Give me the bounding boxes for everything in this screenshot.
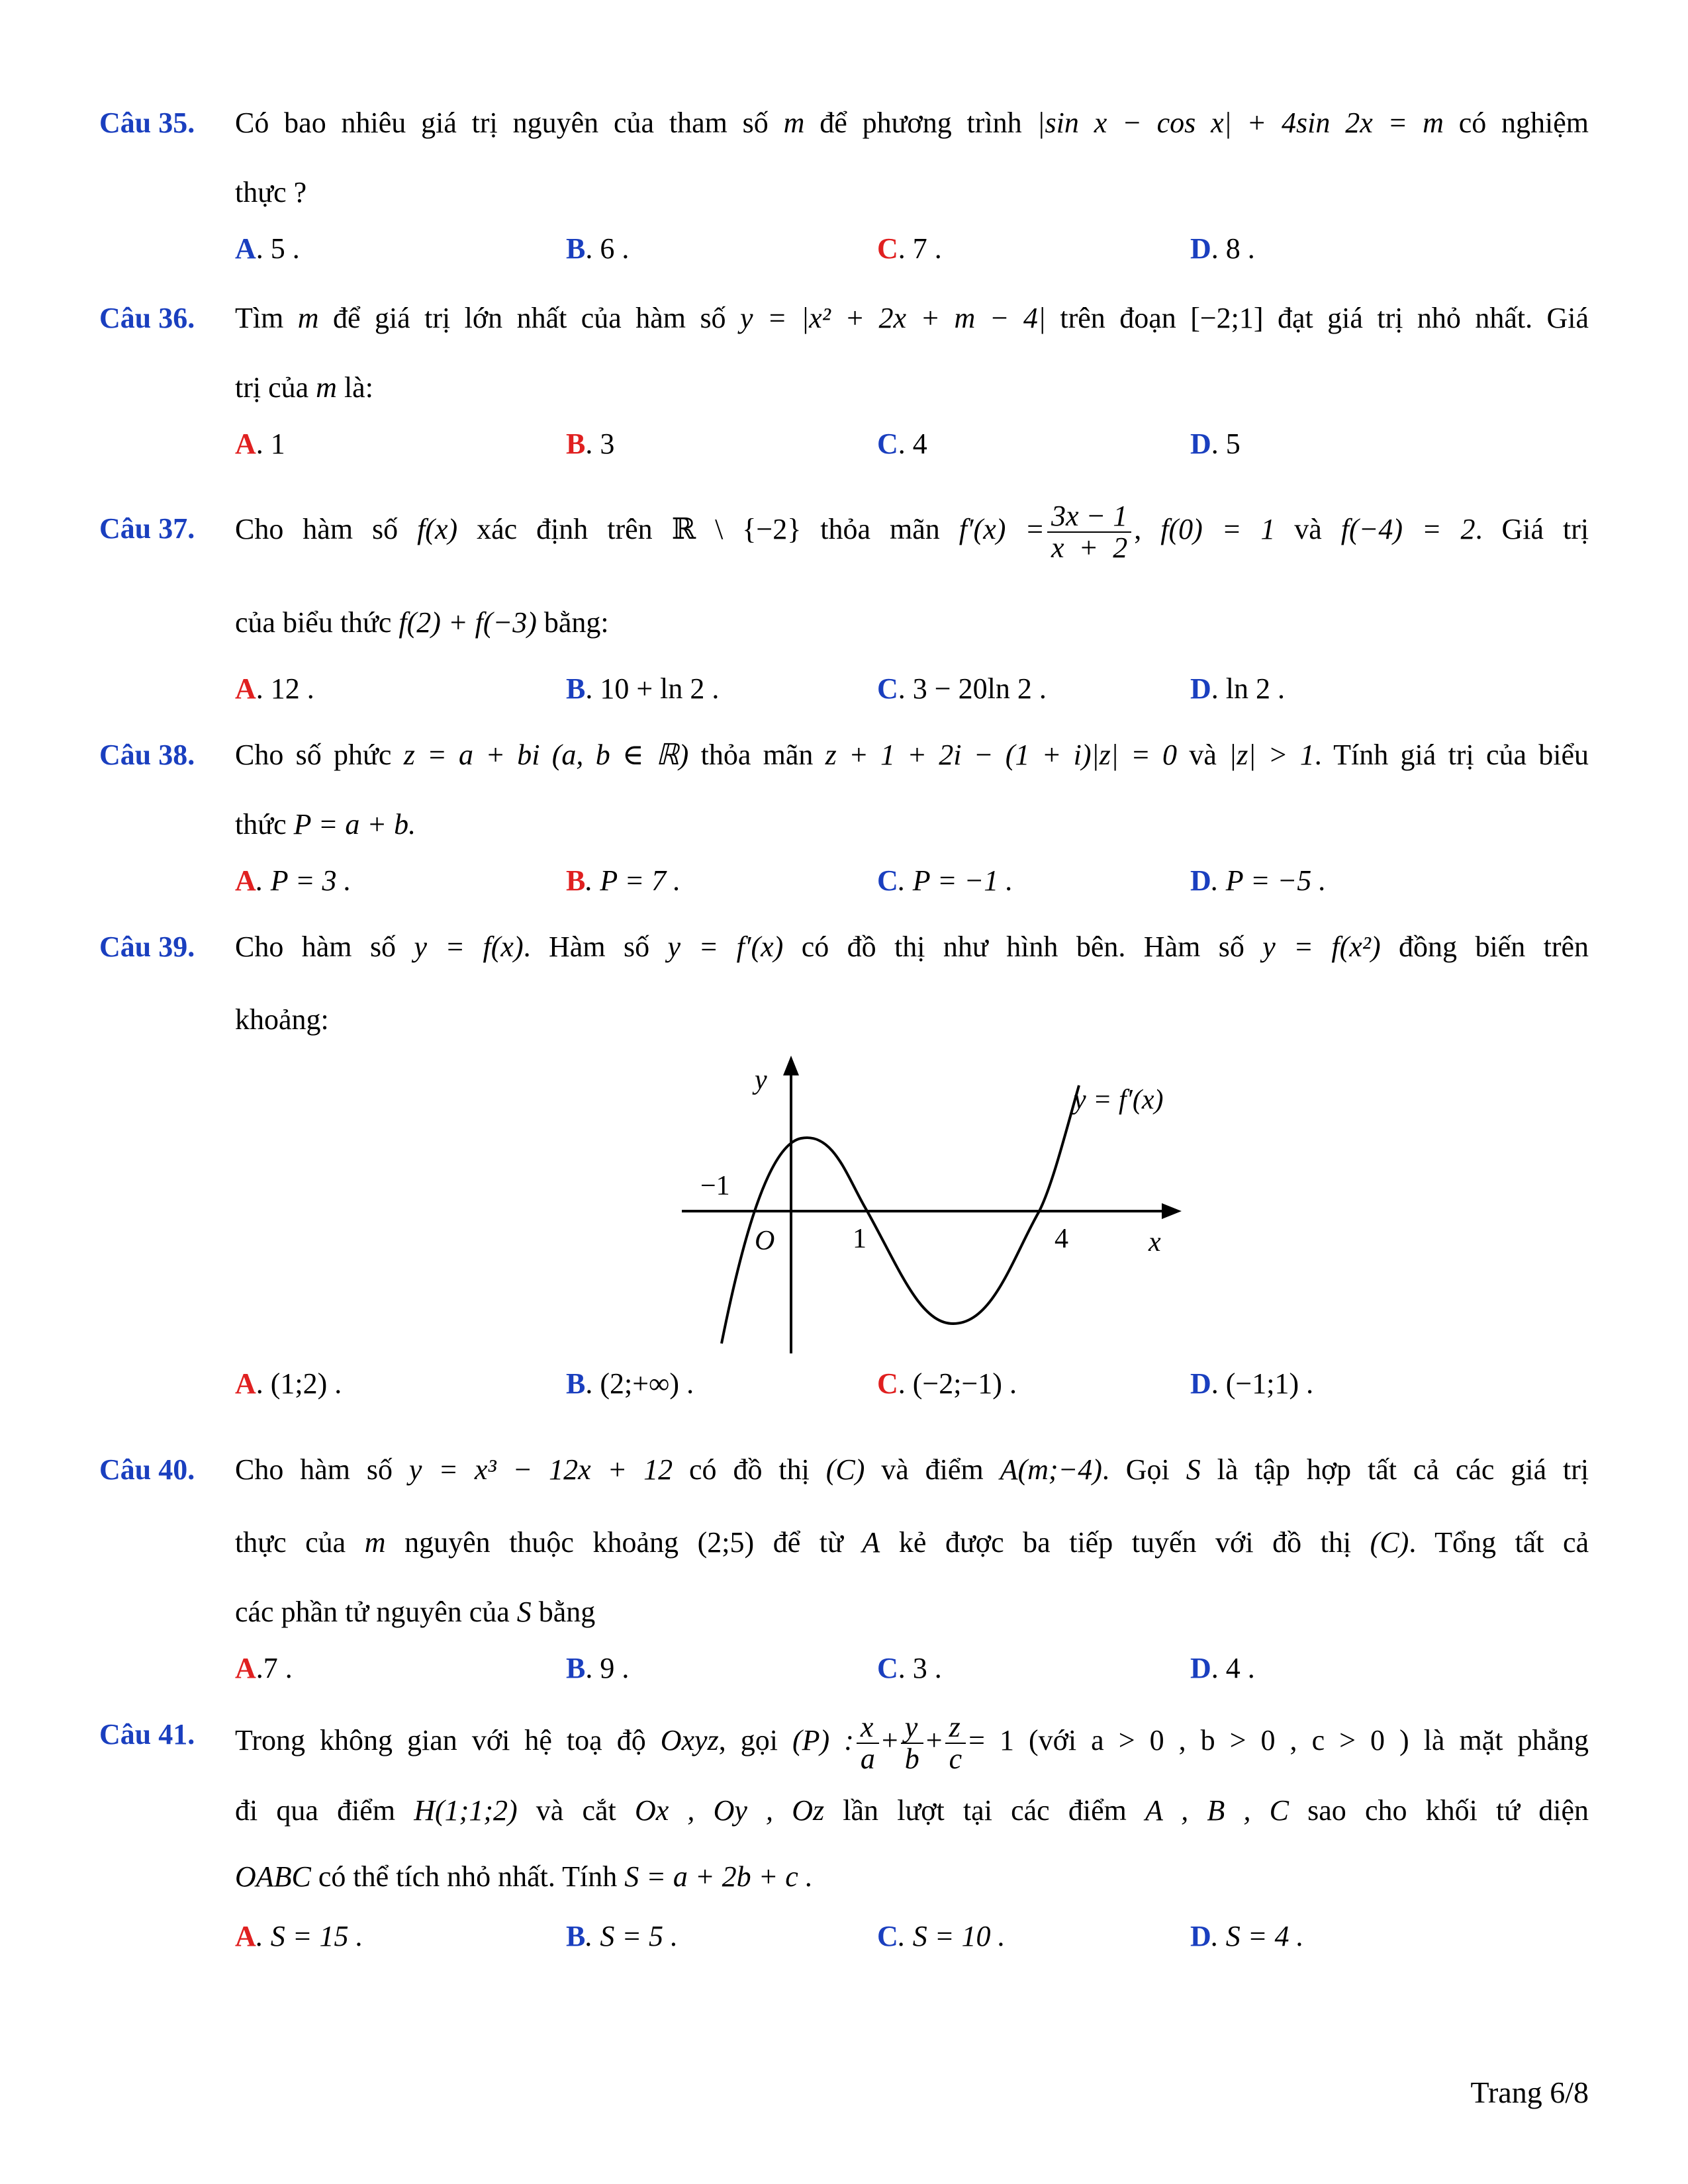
question-35-line2: thực ? — [235, 176, 307, 208]
question-39-line2: khoảng: — [235, 1003, 329, 1036]
question-38-label: Câu 38. — [99, 739, 195, 771]
tick-label-1: 1 — [853, 1224, 867, 1254]
option-38-a[interactable]: A. P = 3 . — [235, 864, 352, 897]
question-35-line1: Có bao nhiêu giá trị nguyên của tham số m để phương trình |sin x − cos x| + 4sin 2x = m có nghiệm — [235, 107, 1589, 139]
option-38-d[interactable]: D. P = −5 . — [1190, 864, 1327, 897]
option-41-c[interactable]: C. S = 10 . — [877, 1920, 1006, 1952]
y-axis-label: y — [755, 1065, 767, 1095]
question-35-equation: |sin x − cos x| + 4sin 2x = m — [1037, 107, 1444, 139]
option-39-c[interactable]: C. (−2;−1) . — [877, 1367, 1017, 1400]
option-40-c[interactable]: C. 3 . — [877, 1652, 942, 1684]
question-37-fraction: $\frac{3x - 1}{x + 2}$ — [1047, 501, 1131, 563]
option-36-c[interactable]: C. 4 — [877, 428, 927, 460]
derivative-curve — [722, 1085, 1079, 1343]
question-36-label: Câu 36. — [99, 302, 195, 334]
x-axis-arrow — [1162, 1203, 1182, 1219]
question-36-line2: trị của m là: — [235, 371, 373, 404]
question-37-line2: của biểu thức f(2) + f(−3) bằng: — [235, 606, 609, 639]
option-40-b[interactable]: B. 9 . — [566, 1652, 630, 1684]
question-40-line3: các phần tử nguyên của S bằng — [235, 1596, 596, 1628]
question-40-line2: thực của m nguyên thuộc khoảng (2;5) để từ A kẻ được ba tiếp tuyến với đồ thị (C). Tổng tất cả — [235, 1526, 1589, 1559]
curve-label: y = f′(x) — [1074, 1085, 1164, 1115]
tick-label-minus1: −1 — [700, 1171, 730, 1201]
question-36-function: y = |x² + 2x + m − 4| — [740, 302, 1046, 334]
option-37-c[interactable]: C. 3 − 20ln 2 . — [877, 672, 1047, 705]
option-39-b[interactable]: B. (2;+∞) . — [566, 1367, 694, 1400]
question-37-domain: ℝ \ {−2} — [671, 513, 802, 545]
option-37-d[interactable]: D. ln 2 . — [1190, 672, 1286, 705]
question-37-label: Câu 37. — [99, 512, 195, 545]
option-41-a[interactable]: A. S = 15 . — [235, 1920, 363, 1952]
question-35-label: Câu 35. — [99, 107, 195, 139]
option-35-a[interactable]: A. 5 . — [235, 232, 300, 265]
question-41-label: Câu 41. — [99, 1718, 195, 1751]
question-36-interval: [−2;1] — [1190, 302, 1264, 334]
origin-label: O — [755, 1226, 775, 1256]
question-39-line1: Cho hàm số y = f(x). Hàm số y = f′(x) có đồ thị như hình bên. Hàm số y = f(x²) đồng biến trên — [235, 931, 1589, 963]
option-36-a[interactable]: A. 1 — [235, 428, 285, 460]
question-38-line2: thức P = a + b. — [235, 808, 416, 841]
option-37-a[interactable]: A. 12 . — [235, 672, 314, 705]
option-36-d[interactable]: D. 5 — [1190, 428, 1241, 460]
question-41-line1: Trong không gian với hệ toạ độ Oxyz, gọi (P) : $\frac{x}{a}$ + $\frac{y}{b}$ + $\frac{z}{c}$ = 1 (với a > 0 , b > 0 , c > 0 ) là mặt phẳng — [235, 1710, 1589, 1775]
question-36-line1: Tìm m để giá trị lớn nhất của hàm số y = |x² + 2x + m − 4| trên đoạn [−2;1] đạt giá trị nhỏ nhất. Giá — [235, 302, 1589, 334]
option-40-d[interactable]: D. 4 . — [1190, 1652, 1255, 1684]
option-38-b[interactable]: B. P = 7 . — [566, 864, 681, 897]
option-41-b[interactable]: B. S = 5 . — [566, 1920, 679, 1952]
option-35-c[interactable]: C. 7 . — [877, 232, 942, 265]
option-35-d[interactable]: D. 8 . — [1190, 232, 1255, 265]
question-38-line1: Cho số phức z = a + bi (a, b ∈ ℝ) thỏa mãn z + 1 + 2i − (1 + i)|z| = 0 và |z| > 1. Tính giá trị của biểu — [235, 739, 1589, 771]
y-axis-arrow — [783, 1056, 799, 1075]
tick-label-4: 4 — [1055, 1224, 1068, 1254]
option-39-a[interactable]: A. (1;2) . — [235, 1367, 342, 1400]
question-41-line3: OABC có thể tích nhỏ nhất. Tính S = a + 2b + c . — [235, 1860, 813, 1893]
question-41-line2: đi qua điểm H(1;1;2) và cắt Ox , Oy , Oz lần lượt tại các điểm A , B , C sao cho khối tứ diện — [235, 1794, 1589, 1827]
option-39-d[interactable]: D. (−1;1) . — [1190, 1367, 1314, 1400]
option-38-c[interactable]: C. P = −1 . — [877, 864, 1013, 897]
x-axis-label: x — [1149, 1227, 1161, 1257]
option-37-b[interactable]: B. 10 + ln 2 . — [566, 672, 720, 705]
option-41-d[interactable]: D. S = 4 . — [1190, 1920, 1304, 1952]
page-number: Trang 6/8 — [1470, 2075, 1589, 2109]
question-37-line1: Cho hàm số f(x) xác định trên ℝ \ {−2} thỏa mãn f′(x) = $\frac{3x - 1}{x + 2}$ , f(0) = 1 và f(−4) = 2. Giá trị — [235, 499, 1589, 564]
derivative-graph — [669, 1046, 1264, 1357]
question-40-label: Câu 40. — [99, 1453, 195, 1486]
option-35-b[interactable]: B. 6 . — [566, 232, 630, 265]
option-40-a[interactable]: A.7 . — [235, 1652, 293, 1684]
question-39-label: Câu 39. — [99, 931, 195, 963]
option-36-b[interactable]: B. 3 — [566, 428, 615, 460]
question-40-line1: Cho hàm số y = x³ − 12x + 12 có đồ thị (C) và điểm A(m;−4). Gọi S là tập hợp tất cả các giá trị — [235, 1453, 1589, 1486]
